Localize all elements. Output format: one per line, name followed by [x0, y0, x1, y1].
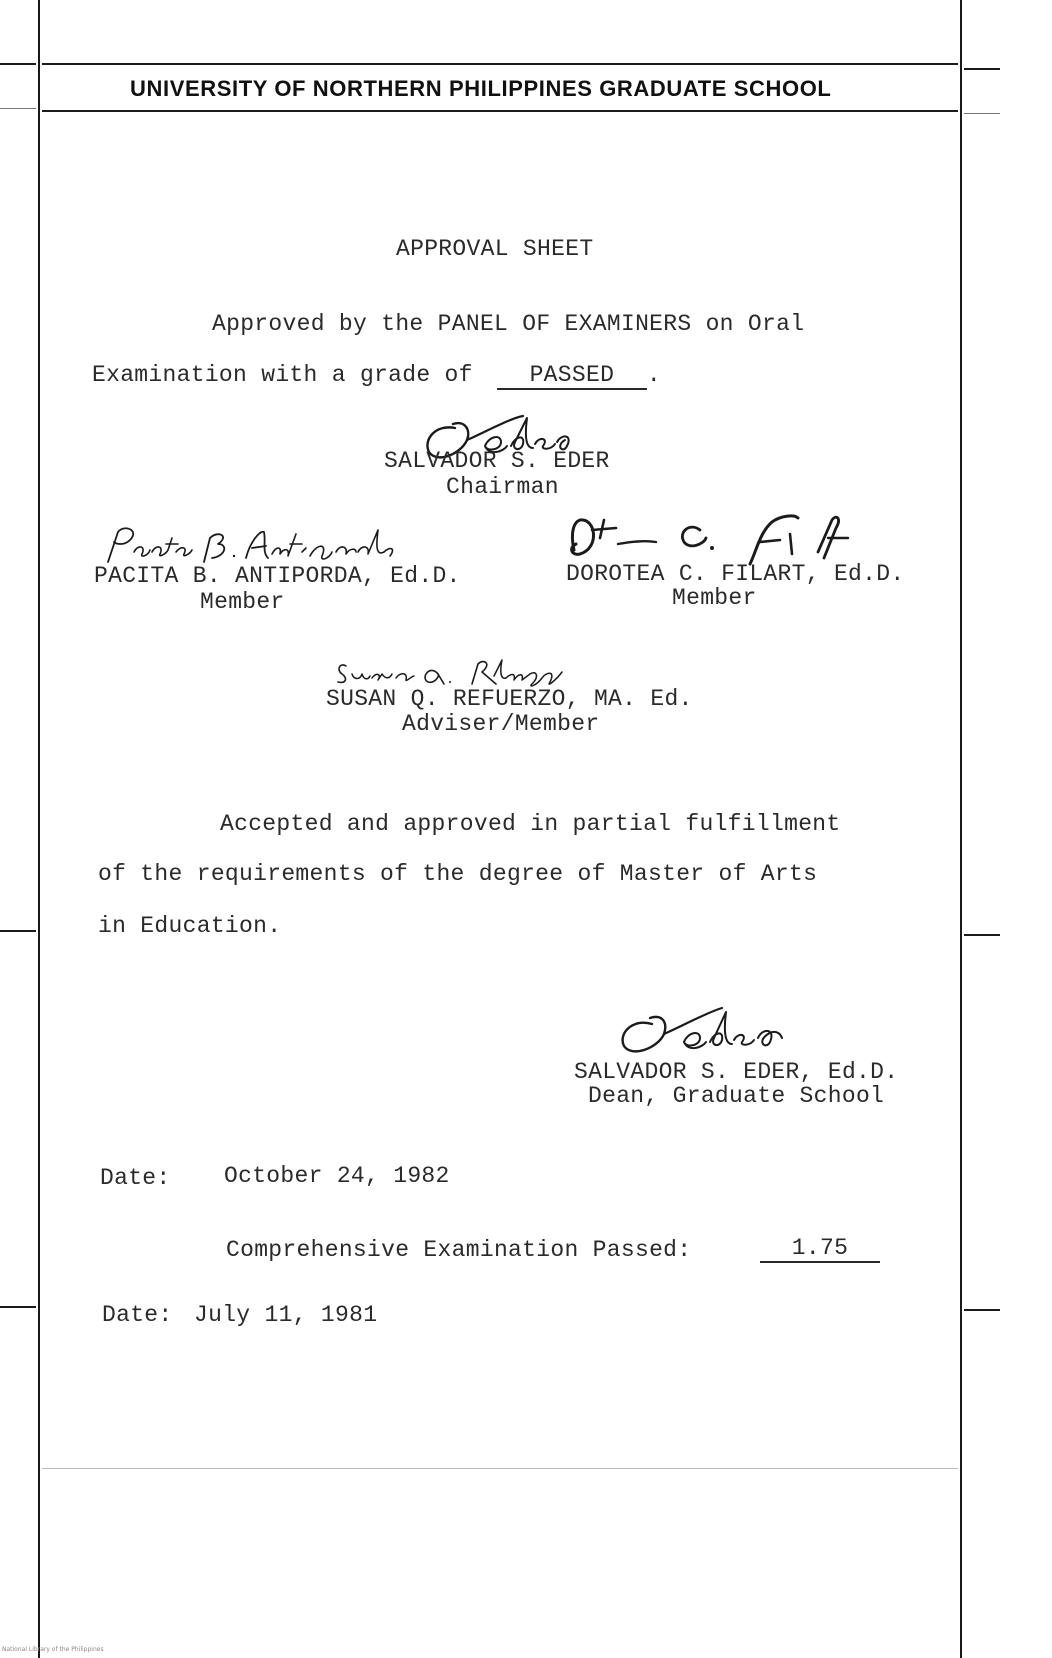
margin-tick [964, 68, 1000, 70]
date1-value: October 24, 1982 [224, 1163, 450, 1189]
date2-label: Date: [102, 1302, 173, 1328]
adviser-role: Adviser/Member [402, 711, 600, 737]
dean-role: Dean, Graduate School [588, 1083, 885, 1109]
left-border-line [38, 0, 40, 1658]
approval-line-1: Approved by the PANEL OF EXAMINERS on Oral [212, 311, 805, 337]
comprehensive-label: Comprehensive Examination Passed: [226, 1237, 692, 1263]
margin-tick [964, 113, 1000, 114]
member2-name: DOROTEA C. FILART, Ed.D. [566, 561, 905, 587]
chairman-role: Chairman [446, 474, 559, 500]
acceptance-line-2: of the requirements of the degree of Master of Arts [98, 861, 818, 887]
header-bottom-rule [42, 110, 958, 112]
margin-tick [0, 108, 36, 109]
dean-signature [610, 1000, 800, 1064]
approval-line-2-prefix: Examination with a grade of [92, 362, 473, 388]
margin-tick [0, 1306, 36, 1308]
adviser-signature [332, 650, 582, 690]
margin-tick [964, 934, 1000, 936]
member2-role: Member [672, 585, 757, 611]
date2-value: July 11, 1981 [194, 1302, 378, 1328]
margin-tick [0, 930, 36, 932]
institution-header: UNIVERSITY OF NORTHERN PHILIPPINES GRADUATE SCHOOL [130, 76, 832, 101]
adviser-name: SUSAN Q. REFUERZO, MA. Ed. [326, 686, 693, 712]
member1-role: Member [200, 589, 285, 615]
right-border-line [960, 0, 962, 1658]
comprehensive-score-value: 1.75 [760, 1235, 880, 1263]
grade-value: PASSED [497, 362, 647, 390]
date1-label: Date: [100, 1165, 171, 1191]
margin-tick [964, 1309, 1000, 1311]
approval-line-2 [92, 362, 661, 390]
acceptance-line-3: in Education. [98, 913, 282, 939]
margin-tick [0, 63, 36, 65]
dean-name: SALVADOR S. EDER, Ed.D. [574, 1059, 899, 1085]
chairman-name: SALVADOR S. EDER [384, 448, 610, 474]
member1-name: PACITA B. ANTIPORDA, Ed.D. [94, 563, 461, 589]
page-title: APPROVAL SHEET [396, 236, 594, 262]
header-top-rule [42, 63, 958, 65]
acceptance-line-1: Accepted and approved in partial fulfillment [220, 811, 841, 837]
bottom-dashed-rule [42, 1468, 958, 1469]
scan-footer-note: National Library of the Philippines [2, 1646, 104, 1653]
comprehensive-score [760, 1235, 880, 1263]
approval-line-2-suffix: . [646, 362, 661, 388]
